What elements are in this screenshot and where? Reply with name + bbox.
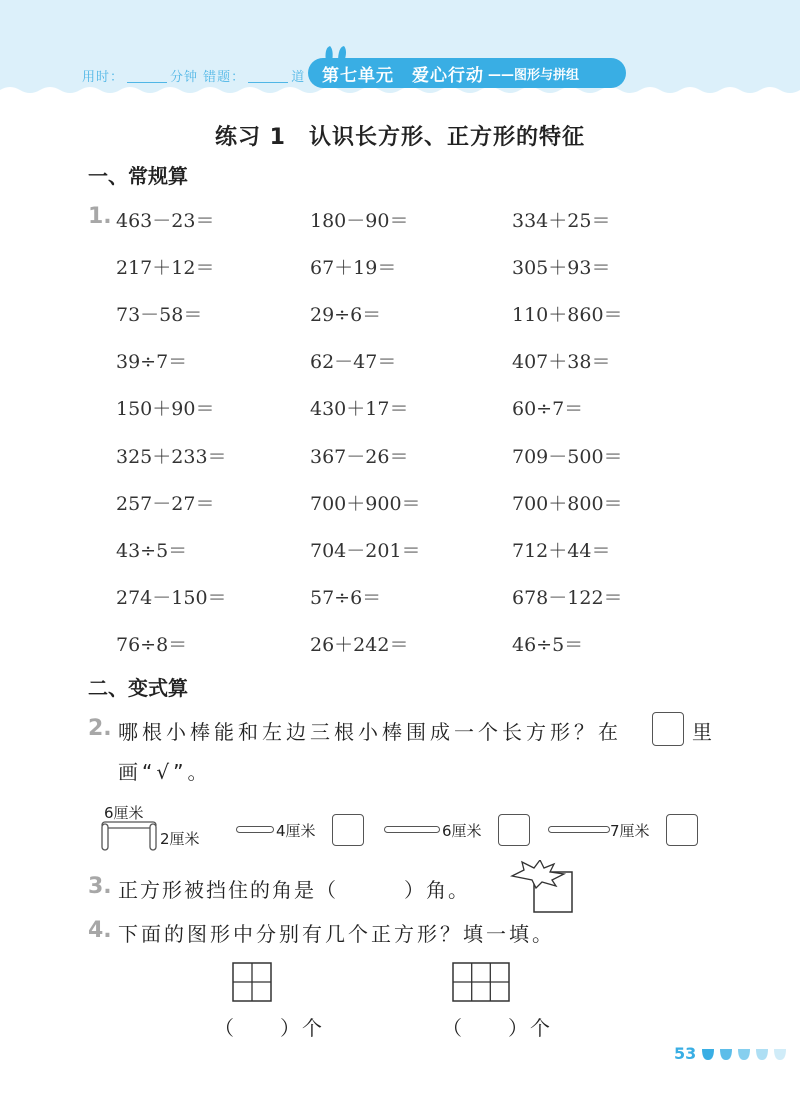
time-label: 用时： xyxy=(82,70,125,85)
calc-item-c3-r9: 678－122＝ xyxy=(512,586,623,609)
calc-item-c1-r1: 463－23＝ xyxy=(116,210,215,232)
calc-item-c2-r10: 26＋242＝ xyxy=(310,633,409,656)
error-blank[interactable] xyxy=(248,70,288,83)
square-grid-3x2-figure xyxy=(452,962,510,1002)
calc-item-c3-r2: 305＋93＝ xyxy=(512,257,611,280)
page-number: 53 xyxy=(674,1044,697,1063)
calc-item-c3-r6: 709－500＝ xyxy=(512,445,623,468)
option-label-7cm: 7厘米 xyxy=(610,822,650,840)
three-sticks-frame-figure xyxy=(100,820,160,852)
calc-item-c3-r7: 700＋800＝ xyxy=(512,492,623,515)
unit-title: 第七单元 爱心行动 xyxy=(322,65,484,86)
calc-item-c1-r8: 43÷5＝ xyxy=(116,539,188,562)
calc-item-c2-r7: 700＋900＝ xyxy=(310,492,421,515)
option-label-4cm: 4厘米 xyxy=(276,822,316,840)
frame-side-length-label: 2厘米 xyxy=(160,830,200,848)
question-2-text-line1-end: 里 xyxy=(692,720,716,744)
square-grid-2x2-figure xyxy=(232,962,272,1002)
option-stick-6cm xyxy=(384,826,440,833)
page-dots-decoration xyxy=(700,1046,795,1062)
section-1-title: 一、常规算 xyxy=(88,164,188,188)
calc-item-c1-r4: 39÷7＝ xyxy=(116,351,188,374)
question-3-text-after: ）角。 xyxy=(404,878,470,902)
calc-item-c1-r6: 325＋233＝ xyxy=(116,445,227,468)
timer-line xyxy=(82,66,305,85)
question-1-number: 1. xyxy=(88,204,112,229)
time-blank[interactable] xyxy=(127,70,167,83)
unit-title-pill xyxy=(308,58,626,88)
calc-item-c1-r3: 73－58＝ xyxy=(116,304,203,327)
calc-item-c2-r5: 430＋17＝ xyxy=(310,398,409,421)
question-2-number: 2. xyxy=(88,716,112,741)
calc-item-c1-r9: 274－150＝ xyxy=(116,586,227,609)
frame-top-length-label: 6厘米 xyxy=(104,804,144,822)
question-unit-label: 道 xyxy=(291,70,306,85)
calc-item-c1-r7: 257－27＝ xyxy=(116,492,215,515)
unit-subtitle: ——图形与拼组 xyxy=(488,67,580,83)
question-2-inline-box xyxy=(652,712,684,746)
option-checkbox-7cm[interactable] xyxy=(666,814,698,846)
question-2-text-line2: 画“√”。 xyxy=(118,760,212,784)
calc-item-c1-r10: 76÷8＝ xyxy=(116,633,188,656)
question-4-answer-right: （ ）个 xyxy=(442,1016,552,1040)
option-checkbox-6cm[interactable] xyxy=(498,814,530,846)
option-checkbox-4cm[interactable] xyxy=(332,814,364,846)
question-3-number: 3. xyxy=(88,874,112,899)
calc-item-c2-r1: 180－90＝ xyxy=(310,210,409,232)
calc-item-c2-r8: 704－201＝ xyxy=(310,539,421,562)
calc-item-c2-r4: 62－47＝ xyxy=(310,351,397,374)
section-2-title: 二、变式算 xyxy=(88,676,188,700)
calc-item-c2-r9: 57÷6＝ xyxy=(310,586,382,609)
calc-item-c3-r10: 46÷5＝ xyxy=(512,633,584,656)
calc-item-c3-r5: 60÷7＝ xyxy=(512,398,584,421)
question-4-answer-left: （ ）个 xyxy=(214,1016,324,1040)
calc-item-c3-r3: 110＋860＝ xyxy=(512,304,623,327)
option-stick-7cm xyxy=(548,826,610,833)
question-4-number: 4. xyxy=(88,918,112,943)
question-4-text: 下面的图形中分别有几个正方形？填一填。 xyxy=(118,922,555,946)
question-3-text-before: 正方形被挡住的角是（ xyxy=(118,878,338,902)
question-2-text-line1: 哪根小棒能和左边三根小棒围成一个长方形？在 xyxy=(118,720,622,744)
minute-label: 分钟 xyxy=(170,70,199,85)
calc-item-c3-r8: 712＋44＝ xyxy=(512,539,611,562)
calc-item-c1-r2: 217＋12＝ xyxy=(116,257,215,280)
error-label: 错题： xyxy=(203,70,246,85)
option-stick-4cm xyxy=(236,826,274,833)
calc-item-c2-r2: 67＋19＝ xyxy=(310,257,397,280)
covered-square-figure xyxy=(510,860,580,916)
calc-item-c2-r6: 367－26＝ xyxy=(310,445,409,468)
calc-item-c1-r5: 150＋90＝ xyxy=(116,398,215,421)
page-title: 练习 1 认识长方形、正方形的特征 xyxy=(215,125,585,150)
calc-item-c2-r3: 29÷6＝ xyxy=(310,304,382,327)
calc-item-c3-r4: 407＋38＝ xyxy=(512,351,611,374)
calc-item-c3-r1: 334＋25＝ xyxy=(512,210,611,232)
option-label-6cm: 6厘米 xyxy=(442,822,482,840)
